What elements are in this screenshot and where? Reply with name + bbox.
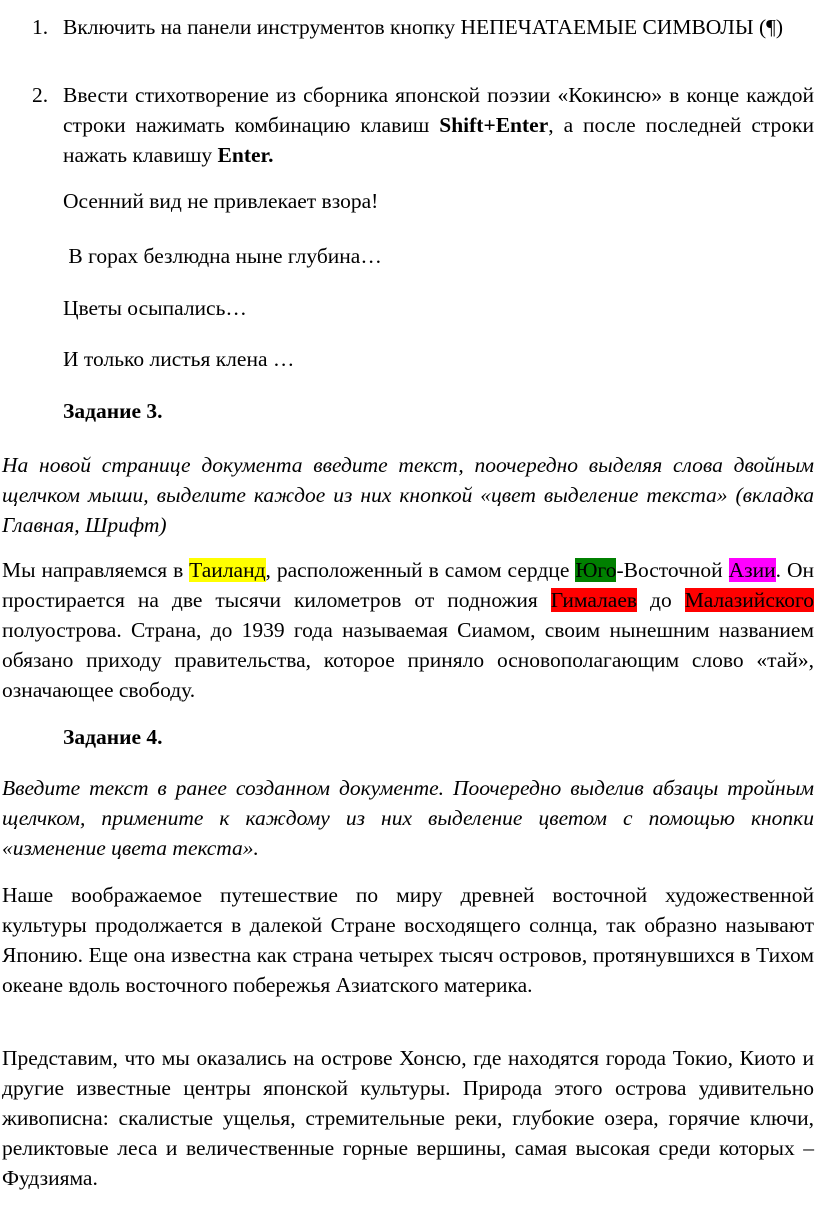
task3-text-4: . Он простирается на две тысячи километров от подножия [2, 558, 814, 612]
task3-heading [2, 396, 163, 426]
poem-line-2: В горах безлюдна ныне глубина… [63, 244, 382, 268]
poem-line-1: Осенний вид не привлекает взора! [63, 189, 379, 213]
key-combination-shift-enter: Shift+Enter [439, 113, 549, 137]
poem-line-4: И только листья клена … [63, 347, 295, 371]
task3-instruction: На новой странице документа введите текст, поочередно выделяя слова двойным щелчком мыши, выделите каждое из них кнопкой «цвет выделение текста» (вкладка Главная, Шрифт) [2, 453, 814, 537]
task4-heading [2, 722, 163, 752]
task4-instruction: Введите текст в ранее созданном документе. Поочередно выделив абзацы тройным щелчком, примените к каждому из них выделение цветом с помощью кнопки «изменение цвета текста». [2, 776, 814, 860]
task4-paragraph-1: Наше воображаемое путешествие по миру древней восточной художественной культуры продолжается в далекой Стране восходящего солнца, так образно называют Японию. Еще она известна как страна четырех тысяч островов, протянувшихся в Тихом океане вдоль восточного побережья Азиатского материка. [2, 883, 814, 997]
task3-text-3: -Восточной [616, 558, 729, 582]
key-enter: Enter. [217, 143, 274, 167]
list-number-1: 1. [32, 15, 49, 39]
task4-paragraph-2: Представим, что мы оказались на острове Хонсю, где находятся города Токио, Киото и другие известные центры японской культуры. Природа этого острова удивительно живописна: скалистые ущелья, стремительные реки, глубокие озера, горячие ключи, реликтовые леса и величественные горные вершины, самая высокая среди которых – Фудзияма. [2, 1046, 814, 1190]
highlighted-word-asia: Азии [728, 558, 776, 582]
task3-text-5: до [637, 588, 685, 612]
list-item-1-text: Включить на панели инструментов кнопку НЕПЕЧАТАЕМЫЕ СИМВОЛЫ (¶) [63, 15, 784, 39]
list-item-2-text-a: Ввести стихотворение из сборника японской поэзии «Кокинсю» в конце каждой строки нажимать комбинацию клавиш [63, 83, 814, 137]
highlighted-word-thailand: Таиланд [189, 558, 266, 582]
task3-text-1: Мы направляемся в [2, 558, 190, 582]
task3-text-2: , расположенный в самом сердце [265, 558, 576, 582]
highlighted-word-yugo: Юго [575, 558, 617, 582]
list-item-2-text-b: , а после последней строки нажать клавишу [63, 113, 814, 167]
poem-line-3: Цветы осыпались… [63, 296, 247, 320]
list-item-1 [2, 12, 814, 42]
task3-text-6: полуострова. Страна, до 1939 года называемая Сиамом, своим нынешним названием обязано приходу правительства, которое приняло основополагающим слово «тай», означающее свободу. [2, 618, 814, 702]
list-number-2: 2. [32, 83, 49, 107]
task3-paragraph [2, 555, 814, 705]
highlighted-word-malaysian: Малазийского [684, 588, 814, 612]
task3-heading-text: Задание 3. [63, 399, 163, 423]
highlighted-word-himalayas: Гималаев [550, 588, 638, 612]
list-item-2 [2, 80, 814, 170]
task4-heading-text: Задание 4. [63, 725, 163, 749]
